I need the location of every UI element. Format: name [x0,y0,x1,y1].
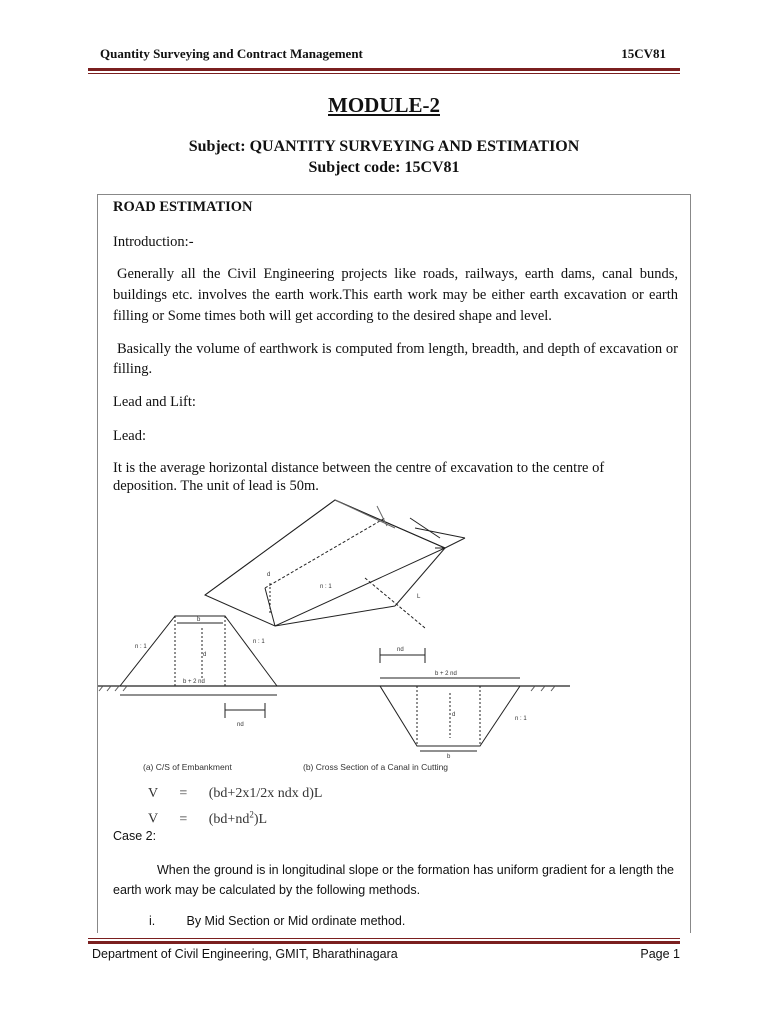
label-b-canal: b [447,754,451,760]
label-nd-embankment: nd [237,722,244,728]
label-b2nd-embankment: b + 2 nd [183,679,205,685]
label-d-embankment: d [203,652,207,658]
label-b-embankment: b [197,617,201,623]
eq2-lhs: V [148,811,158,827]
running-header [100,46,666,62]
header-rule-thin [88,73,680,74]
label-nd-canal: nd [397,647,404,653]
list-item-text: By Mid Section or Mid ordinate method. [186,914,406,928]
caption-canal: (b) Cross Section of a Canal in Cutting [303,762,449,772]
header-course: Quantity Surveying and Contract Management [100,46,363,61]
list-item-number: i. [149,914,156,928]
equation-1 [148,786,322,802]
embankment-section [120,616,277,718]
subject-line: Subject: QUANTITY SURVEYING AND ESTIMATION [188,138,580,155]
label-d-prism: d [267,572,271,578]
prism-3d-drawing [205,500,465,628]
paragraph-2: Basically the volume of earthwork is computed from length, breadth, and depth of excavation or filling. [113,341,678,377]
canal-section [380,648,520,751]
label-l-prism: L [417,594,421,600]
lead-definition: It is the average horizontal distance between the centre of excavation to the centre of deposition. The unit of lead is 50m. [113,460,605,494]
footer-department: Department of Civil Engineering, GMIT, Bharathinagara [92,947,398,961]
footer-rule-thin [88,938,680,939]
intro-label: Introduction:- [113,234,194,250]
eq2-rhs-sup: 2 [249,809,254,819]
eq1-rhs: (bd+2x1/2x ndx d)L [208,786,323,801]
lead-lift-label: Lead and Lift: [113,394,196,410]
label-d-canal: d [452,712,456,718]
label-b2nd-canal: b + 2 nd [435,671,457,677]
earthwork-figure [95,488,585,780]
label-n1-left: n : 1 [135,644,147,650]
label-n1-prism: n : 1 [320,584,332,590]
page-number: Page 1 [640,947,680,961]
equation-2 [148,809,267,828]
footer-rule [88,941,680,944]
page-footer [92,947,680,961]
label-n1-right: n : 1 [253,639,265,645]
caption-embankment: (a) C/S of Embankment [143,762,232,772]
eq2-rhs-post: )L [253,811,268,827]
module-title: MODULE-2 [328,93,440,117]
method-list-item [113,911,678,931]
header-code: 15CV81 [621,46,666,61]
subject-block [0,136,768,178]
case-label: Case 2: [113,829,157,843]
eq2-equals: = [179,811,188,827]
paragraph-1: Generally all the Civil Engineering projects like roads, railways, earth dams, canal bunds, buildings etc. involves the earth work.This earth work may be either earth excavation or earth filling or Some times both will get according to the desired shape and level. [113,266,678,324]
subject-code-line: Subject code: 15CV81 [308,159,460,176]
lead-label: Lead: [113,428,147,444]
case-text: When the ground is in longitudinal slope or the formation has uniform gradient for a length the earth work may be calculated by the following methods. [113,863,674,897]
eq2-rhs [208,809,268,827]
label-n1-canal: n : 1 [515,716,527,722]
header-rule [88,68,680,71]
eq1-equals: = [179,786,188,801]
section-heading: ROAD ESTIMATION [113,199,253,215]
eq1-lhs: V [148,786,158,801]
eq2-rhs-pre: (bd+nd [208,811,250,827]
